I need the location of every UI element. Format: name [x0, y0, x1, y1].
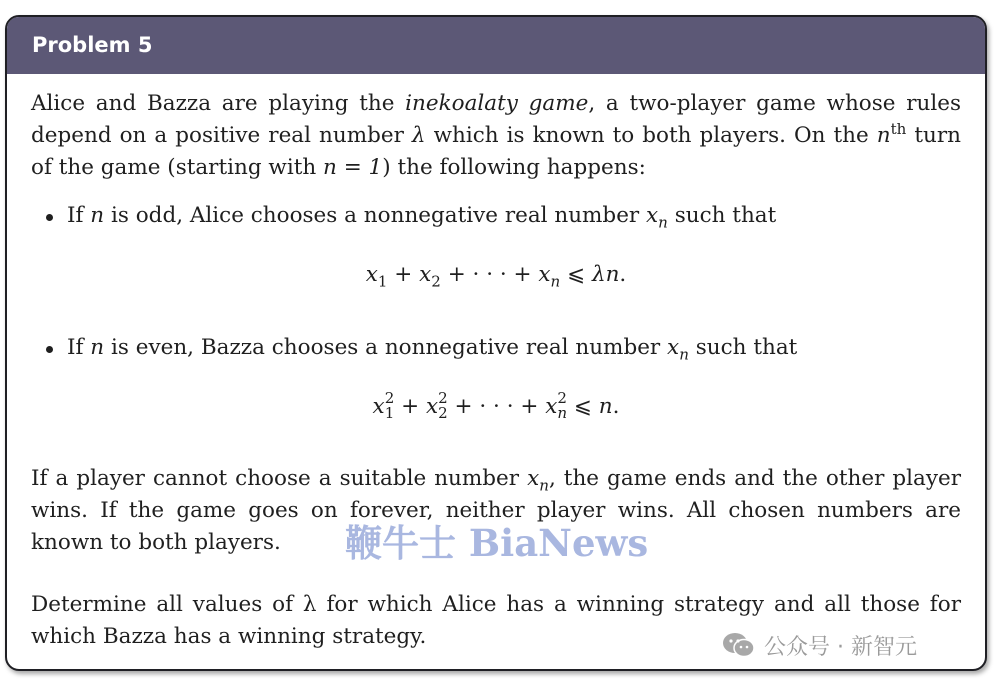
bullet-text: is even, Bazza chooses a nonnegative real number [104, 335, 668, 360]
bullet-dot [46, 346, 53, 353]
bullet-text: such that [667, 203, 777, 228]
rules-text: If a player cannot choose a suitable number [31, 466, 528, 491]
n-variable: n [876, 123, 891, 148]
bianews-watermark: 鞭牛士 BiaNews [345, 521, 649, 565]
bullet-text: is odd, Alice chooses a nonnegative real number [104, 203, 647, 228]
formula-even: x 2 1 + x 2 2 + · · · + x 2 n ⩽ n. [372, 389, 620, 423]
x-subscript: n [658, 213, 668, 232]
x-variable: x [527, 466, 540, 491]
x-subscript: n [679, 345, 689, 364]
intro-text: ) the following happens: [382, 155, 646, 180]
bullet-odd [67, 200, 776, 232]
question-paragraph: Determine all values of λ for which Alice has a winning strategy and all those for which Bazza has a winning strategy. [31, 592, 961, 649]
intro-paragraph [31, 88, 961, 184]
rules-text: , the game ends and the other player wins. If the game goes on forever, neither player wins. All chosen numbers are known to both players. [31, 466, 961, 555]
wechat-icon [722, 632, 756, 664]
bullet-text: If [67, 203, 91, 228]
intro-text: turn of the game (starting with [31, 123, 961, 180]
problem-title: Problem 5 [7, 17, 985, 74]
formula-odd: $x_1 + x_2$ + · · · + $x_n$ ⩽ λn. [365, 262, 627, 291]
bullet-text: such that [688, 335, 798, 360]
x-variable: x [667, 335, 680, 360]
n-equals-one: n = 1 [323, 155, 383, 180]
problem-card [5, 15, 987, 671]
bullet-dot [46, 214, 53, 221]
lambda-symbol: λ [411, 123, 426, 148]
bullet-text: If [67, 335, 91, 360]
th-superscript: th [890, 119, 907, 138]
game-name: inekoalaty game [405, 91, 589, 116]
n-variable: n [90, 203, 105, 228]
wechat-source [722, 630, 917, 664]
intro-text: , a two-player game whose rules depend on a positive real number [31, 91, 961, 148]
intro-text: which is known to both players. On the [425, 123, 877, 148]
x-subscript: n [539, 476, 549, 495]
x-variable: x [646, 203, 659, 228]
n-variable: n [90, 335, 105, 360]
wechat-label: 公众号 · 新智元 [764, 635, 917, 660]
intro-text: Alice and Bazza are playing the [31, 91, 406, 116]
bullet-even [67, 332, 797, 364]
